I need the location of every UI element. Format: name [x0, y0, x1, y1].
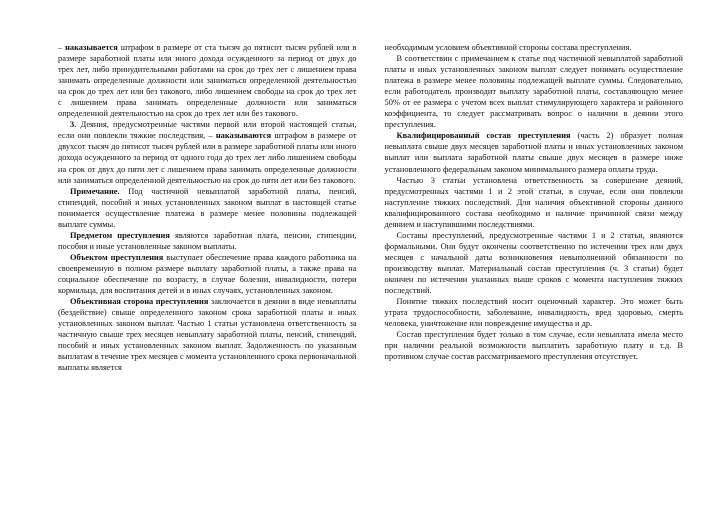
paragraph-punishment-part-2: [58, 42, 357, 119]
paragraph-text: Деяния, предусмотренные частями первой или второй настоящей статьи, если они повлекли тяжкие последствия, –: [58, 120, 357, 141]
right-column: [385, 42, 684, 510]
paragraph-text: Под частичной невыплатой заработной платы, пенсий, стипендий, пособий и иных установленных законом выплат в настоящей статье понимается осуществление платежа в размере менее половины подлежащей выплате суммы.: [58, 186, 357, 229]
paragraph-text: заключается в деянии в виде невыплаты (бездействие) свыше определенного законом срока заработной платы и иных установленных законом выплат. Частью 1 статьи установлена ответственность за частичную свыше трех месяцев невыплату заработной платы, пенсий, стипендий, пособий и иных установленных законом выплат. Задолженность по указанным выплатам в течение трех месяцев с момента установленного срока первоначальной выплаты является: [58, 297, 357, 373]
paragraph-part-3-liability: Частью 3 статьи установлена ответственность за совершение деяний, предусмотренных частями 1 и 2 этой статьи, в случае, если они повлекли наступление тяжких последствий. Для наличия объективной стороны данного квалифицированного состава необходимо и наличие причинной связи между деянием и наступившими последствиями.: [384, 175, 683, 229]
paragraph-conclusion: Состав преступления будет только в том случае, если невыплата имела место при наличии реальной возможности выплатить заработную плату и т.д. В противном случае состав рассматриваемого преступления отсутствует.: [384, 330, 683, 362]
paragraph-continuation: необходимым условием объективной стороны состава преступления.: [384, 43, 632, 52]
paragraph-formal-composition: Составы преступлений, предусмотренные частями 1 и 2 статьи, являются формальными. Они будут окончены соответственно по истечении трех или двух месяцев с начальной даты возникновения невыполненной обязанности по производству выплат. Материальный состав преступления (ч. 3 статьи) будет окончен по истечении указанных выше сроков с момента наступления тяжких последствий.: [384, 230, 683, 296]
paragraph-text: (часть 2) образует полная невыплата свыше двух месяцев заработной платы и иных установленных законом выплат или выплата заработной платы свыше двух месяцев в размере ниже установленного федеральным законом минимального размера оплаты труда.: [384, 131, 683, 174]
bold-term: наказывается: [65, 43, 118, 52]
paragraph-qualified: [385, 130, 684, 174]
paragraph-part-3: [58, 119, 357, 185]
paragraph-text: штрафом в размере от двухсот тысяч до пятисот тысяч рублей или в размере заработной платы или иного дохода осужденного за период от одного года до трех лет либо лишением свободы на срок от двух до пяти лет с лишением права занимать определенные должности или заниматься определенной деятельностью на срок до пяти лет или без такового.: [58, 131, 357, 185]
dash: –: [58, 43, 66, 52]
paragraph-text: являются заработная плата, пенсии, стипендии, пособия и иные установленные законом выплаты.: [58, 230, 357, 251]
paragraph-subject: [58, 230, 357, 252]
paragraph-note-explanation: В соответствии с примечанием к статье под частичной невыплатой заработной платы и иных установленных законом выплат следует понимать осуществление платежа в размере менее половины подлежащей выплате суммы. Следовательно, если работодатель производит выплату заработной платы, составляющую менее 50% от ее размера с учетом всех выплат стимулирующего характера и районного коэффициента, то следует рассматривать вопрос о наличии в деянии этого преступления.: [384, 54, 683, 130]
paragraph-text: выступает обеспечение права каждого работника на своевременную в полном размере выплату заработной платы, а также права на социальное обеспечение по возрасту, в случае болезни, инвалидности, потери кормильца, для воспитания детей и в иных случаях, установленных законом.: [58, 252, 357, 296]
bold-term: наказываются: [215, 131, 272, 141]
paragraph-text: штрафом в размере от ста тысяч до пятисот тысяч рублей или в размере заработной платы или иного дохода осужденного за период от двух до трех лет, либо принудительными работами на срок до трех лет с лишением права занимать определенные должности или заниматься определенной деятельностью на срок до трех лет или без такового, либо лишением свободы на срок до трех лет с лишением права занимать определенные должности или заниматься определенной деятельностью на срок до трех лет или без такового.: [58, 43, 357, 119]
left-column: [58, 42, 357, 510]
paragraph-objective-side: [58, 296, 357, 373]
part-number: 3.: [70, 120, 77, 130]
paragraph-grave-consequences: Понятие тяжких последствий носит оценочный характер. Это может быть утрата трудоспособности, заболевание, инвалидность, вред здоровью, смерть человека, уничтожение или повреждение имущества и др.: [384, 297, 683, 329]
paragraph-note: [58, 186, 357, 230]
bold-term: Предметом преступления: [70, 230, 170, 240]
bold-term: Объектом преступления: [70, 252, 164, 262]
bold-term: Объективная сторона преступления: [70, 297, 209, 307]
paragraph-object: [58, 252, 357, 296]
bold-term: Примечание.: [70, 186, 120, 196]
bold-term: Квалифицированный состав преступления: [396, 131, 571, 141]
